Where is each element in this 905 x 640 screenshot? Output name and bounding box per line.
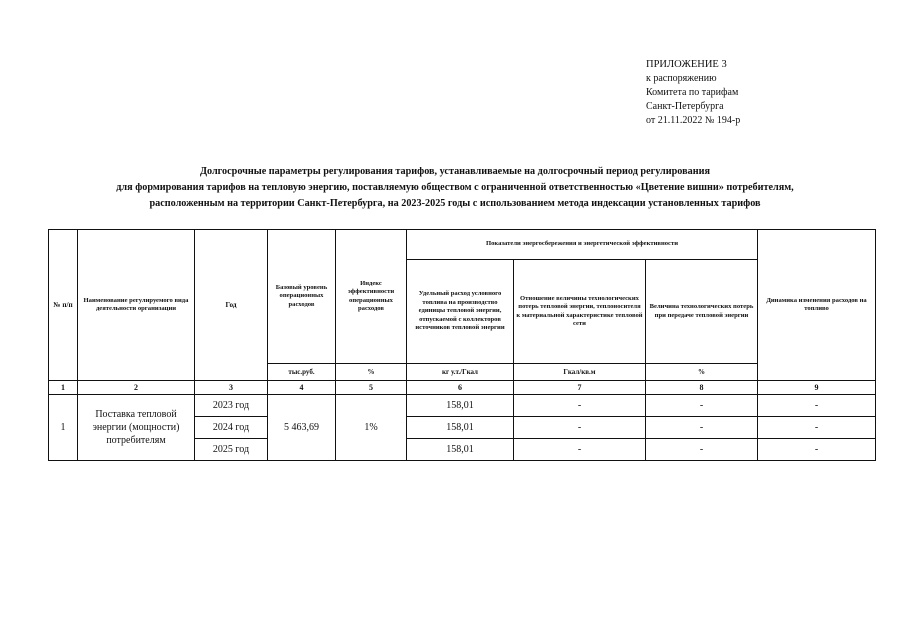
table-row xyxy=(49,395,876,417)
column-numbers-row xyxy=(49,381,876,395)
unit-efficiency-index: % xyxy=(336,364,407,381)
row-tech-losses: - xyxy=(646,439,758,461)
row-loss-ratio: - xyxy=(514,395,646,417)
row-year: 2024 год xyxy=(195,417,268,439)
unit-fuel-consumption: кг у.т./Гкал xyxy=(407,364,514,381)
column-number: 8 xyxy=(646,381,758,395)
column-number: 2 xyxy=(78,381,195,395)
row-efficiency-index: 1% xyxy=(336,395,407,461)
row-fuel-dynamics: - xyxy=(758,417,876,439)
title-line: Долгосрочные параметры регулирования тарифов, устанавливаемые на долгосрочный период регулирования xyxy=(199,166,710,177)
header-tech-losses: Величина технологических потерь при передаче тепловой энергии xyxy=(646,260,758,364)
row-loss-ratio: - xyxy=(514,439,646,461)
appendix-line: Санкт-Петербурга xyxy=(646,101,724,112)
unit-tech-losses: % xyxy=(646,364,758,381)
column-number: 7 xyxy=(514,381,646,395)
appendix-heading: ПРИЛОЖЕНИЕ 3 xyxy=(646,59,727,70)
header-activity: Наименование регулируемого вида деятельности организации xyxy=(78,230,195,381)
row-fuel-consumption: 158,01 xyxy=(407,395,514,417)
header-fuel-consumption: Удельный расход условного топлива на производство единицы тепловой энергии, отпускаемой с коллекторов источников тепловой энергии xyxy=(407,260,514,364)
document-title xyxy=(40,164,870,212)
title-line: для формирования тарифов на тепловую энергию, поставляемую обществом с ограниченной ответственностью «Цветение вишни» потребителям, xyxy=(116,182,794,193)
row-number: 1 xyxy=(49,395,78,461)
appendix-block xyxy=(646,58,740,128)
header-energy-group: Показатели энергосбережения и энергетической эффективности xyxy=(407,230,758,260)
unit-base-cost: тыс.руб. xyxy=(268,364,336,381)
row-loss-ratio: - xyxy=(514,417,646,439)
row-base-cost: 5 463,69 xyxy=(268,395,336,461)
row-year: 2023 год xyxy=(195,395,268,417)
column-number: 5 xyxy=(336,381,407,395)
row-year: 2025 год xyxy=(195,439,268,461)
appendix-line: к распоряжению xyxy=(646,73,717,84)
header-loss-ratio: Отношение величины технологических потерь тепловой энергии, теплоносителя к материальной характеристике тепловой сети xyxy=(514,260,646,364)
column-number: 4 xyxy=(268,381,336,395)
column-number: 3 xyxy=(195,381,268,395)
row-activity: Поставка тепловой энергии (мощности) потребителям xyxy=(78,395,195,461)
column-number: 9 xyxy=(758,381,876,395)
row-tech-losses: - xyxy=(646,395,758,417)
parameters-table xyxy=(48,229,876,461)
row-fuel-dynamics: - xyxy=(758,439,876,461)
header-year: Год xyxy=(195,230,268,381)
header-row xyxy=(49,230,876,260)
column-number: 1 xyxy=(49,381,78,395)
header-efficiency-index: Индекс эффективности операционных расходов xyxy=(336,230,407,364)
header-fuel-dynamics: Динамика изменения расходов на топливо xyxy=(758,230,876,381)
header-base-cost: Базовый уровень операционных расходов xyxy=(268,230,336,364)
appendix-date-line: от 21.11.2022 № 194-р xyxy=(646,115,741,126)
column-number: 6 xyxy=(407,381,514,395)
row-fuel-consumption: 158,01 xyxy=(407,439,514,461)
row-tech-losses: - xyxy=(646,417,758,439)
appendix-line: Комитета по тарифам xyxy=(646,87,739,98)
row-fuel-dynamics: - xyxy=(758,395,876,417)
row-fuel-consumption: 158,01 xyxy=(407,417,514,439)
unit-loss-ratio: Гкал/кв.м xyxy=(514,364,646,381)
header-num: № п/п xyxy=(49,230,78,381)
title-line: расположенным на территории Санкт-Петербурга, на 2023-2025 годы с использованием метода индексации установленных тарифов xyxy=(149,198,761,209)
